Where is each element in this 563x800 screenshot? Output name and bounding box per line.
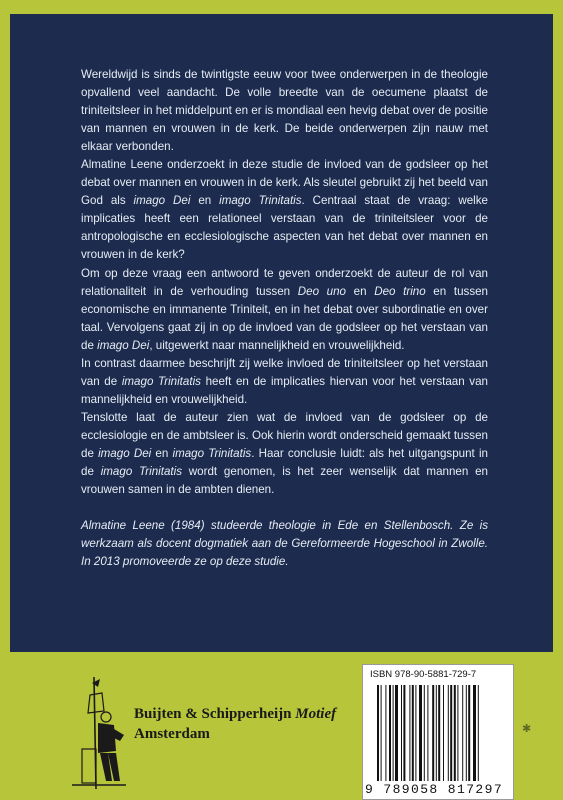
barcode-bar [468, 685, 470, 781]
bottom-band [0, 652, 563, 800]
barcode-bar [436, 685, 437, 781]
paragraph-5: Tenslotte laat de auteur zien wat de invloed van de godsleer op de ecclesiologie en de ambtsleer is. Ook hierin wordt onderscheid gemaakt tussen de imago Dei en imago Trinitatis. Haar conclusie luidt: als het uitgangspunt in de imago Trinitatis wordt genomen, is het zeer wenselijk dat mannen en vrouwen samen in de ambten dienen. [81, 410, 488, 497]
barcode-bar [454, 685, 456, 781]
barcode-bar [401, 685, 402, 781]
barcode-bar [385, 685, 386, 781]
barcode-bar [462, 685, 463, 781]
paragraph-2: Almatine Leene onderzoekt in deze studie de invloed van de godsleer op het debat over mannen en vrouwen in de kerk. Als sleutel gebruikt zij het beeld van God als imago Dei en imago Trinitatis. Centraal staat de vraag: welke implicaties heeft een relationeel verstaan van de triniteitsleer voor de antropologische en ecclesiologische aspecten van het debat over mannen en vrouwen in de kerk? [81, 158, 488, 262]
paragraph-3: Om op deze vraag een antwoord te geven onderzoekt de auteur de rol van relationaliteit in de verhouding tussen Deo uno en Deo trino en tussen economische en immanente Triniteit, en in het debat over subordinatie en over taal. Vervolgens gaat zij in op de invloed van de godsleer op het verstaan van de imago Dei, uitgewerkt naar mannelijkheid en vrouwelijkheid. [81, 266, 489, 352]
barcode-bars [377, 685, 507, 781]
barcode-digits: 9 789058 817297 [365, 782, 504, 797]
barcode-bar [457, 685, 458, 781]
author-bio: Almatine Leene (1984) studeerde theologie in Ede en Stellenbosch. Ze is werkzaam als docent dogmatiek aan de Gereformeerde Hogeschool in Zwolle. In 2013 promoveerde ze op deze studie. [81, 519, 488, 569]
barcode-bar [389, 685, 391, 781]
barcode-bar [478, 685, 479, 781]
barcode-bar [377, 685, 379, 781]
barcode-bar [409, 685, 410, 781]
publisher-name-main: Buijten & Schipperheijn [134, 706, 292, 722]
barcode-bar [415, 685, 416, 781]
paragraph-1: Wereldwijd is sinds de twintigste eeuw voor twee onderwerpen in de theologie opvallend veel aandacht. De volle breedte van de oecumene plaatst de triniteitsleer in het middelpunt en er is mondiaal een hevig debat over de positie van mannen en vrouwen in de kerk. De beide onderwerpen zijn nauw met elkaar verbonden. [81, 68, 488, 154]
barcode-bar [403, 685, 405, 781]
registration-mark-icon: ✱ [522, 723, 532, 735]
publisher-logo-icon [68, 677, 128, 792]
publisher-city: Amsterdam [134, 726, 210, 742]
isbn-label: ISBN 978-90-5881-729-7 [370, 669, 477, 680]
publisher-imprint: Motief [295, 706, 337, 722]
publisher-name [134, 704, 336, 744]
barcode-bar [438, 685, 440, 781]
barcode-bar [432, 685, 434, 781]
barcode-bar [393, 685, 394, 781]
paragraph-4: In contrast daarmee beschrijft zij welke invloed de triniteitsleer op het verstaan van de imago Trinitatis heeft en de implicaties hiervan voor het verstaan van mannelijkheid en vrouwelijkheid. [81, 356, 488, 406]
barcode-bar [473, 685, 476, 781]
barcode-bar [424, 685, 425, 781]
blurb-text [81, 66, 488, 571]
barcode-bar [412, 685, 414, 781]
barcode-bar [443, 685, 444, 781]
barcode-bar [381, 685, 382, 781]
isbn-barcode [362, 664, 514, 800]
barcode-bar [427, 685, 428, 781]
barcode-bar [419, 685, 422, 781]
barcode-bar [395, 685, 398, 781]
barcode-bar [450, 685, 452, 781]
barcode-bar [448, 685, 449, 781]
barcode-bar [466, 685, 467, 781]
